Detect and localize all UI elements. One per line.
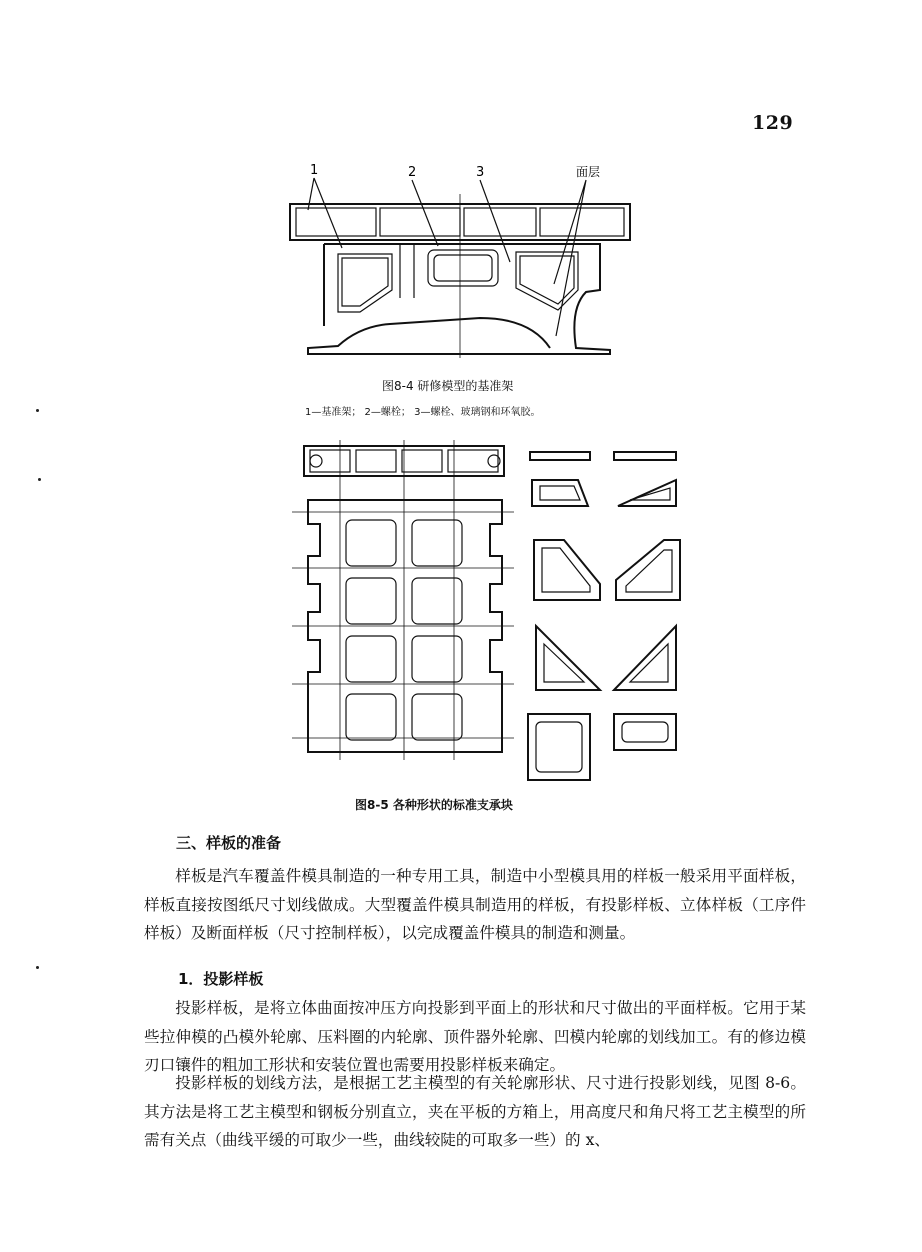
subsection-heading: 1．投影样板 <box>178 970 264 988</box>
scan-speck <box>36 409 39 412</box>
callout-surface: 面层 <box>576 165 601 179</box>
figure-8-4-caption: 图8-4 研修模型的基准架 <box>382 379 514 393</box>
paragraph-intro: 样板是汽车覆盖件模具制造的一种专用工具，制造中小型模具用的样板一般采用平面样板，样板直接按图纸尺寸划线做成。大型覆盖件模具制造用的样板，有投影样板、立体样板（工序件样板）及断面样板（尺寸控制样板），以完成覆盖件模具的制造和测量。 <box>144 867 806 942</box>
scan-speck <box>38 478 41 481</box>
paragraph-projection-template: 投影样板，是将立体曲面按冲压方向投影到平面上的形状和尺寸做出的平面样板。它用于某些拉伸模的凸模外轮廓、压料圈的内轮廓、顶件器外轮廓、凹模内轮廓的划线加工。有的修边模刃口镶件的粗加工形状和安装位置也需要用投影样板来确定。 <box>144 999 806 1074</box>
section-heading: 三、样板的准备 <box>176 834 282 852</box>
scan-speck <box>36 966 39 969</box>
figure-8-4 <box>280 158 640 358</box>
callout-3: 3 <box>476 165 485 180</box>
callout-1: 1 <box>310 163 319 178</box>
figure-8-5-caption: 图8-5 各种形状的标准支承块 <box>355 798 513 812</box>
paragraph-marking-method: 投影样板的划线方法，是根据工艺主模型的有关轮廓形状、尺寸进行投影划线，见图 8-6。其方法是将工艺主模型和钢板分别直立，夹在平板的方箱上，用高度尺和角尺将工艺主模型的所需有关点（曲线平缓的可取少一些，曲线较陡的可取多一些）的 x、 <box>144 1074 806 1149</box>
callout-2: 2 <box>408 165 417 180</box>
figure-8-5 <box>284 440 704 785</box>
page-number: 129 <box>752 112 794 134</box>
figure-8-4-legend: 1—基准架； 2—螺栓； 3—螺栓、玻璃钢和环氧胶。 <box>305 407 541 418</box>
